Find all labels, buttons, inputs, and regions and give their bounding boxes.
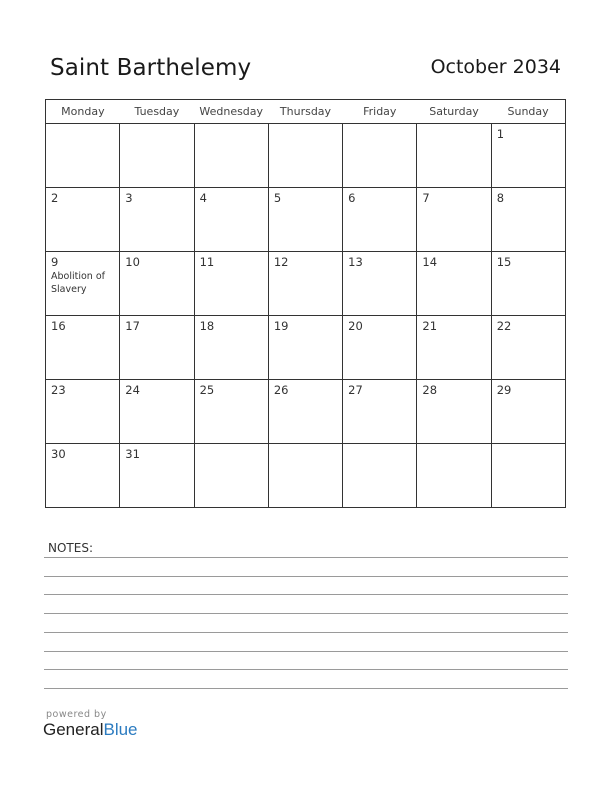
day-cell bbox=[120, 380, 194, 444]
day-number: 3 bbox=[125, 191, 133, 205]
day-number: 12 bbox=[273, 255, 289, 269]
day-number: 5 bbox=[273, 191, 282, 205]
day-number: 6 bbox=[348, 191, 356, 205]
day-cell bbox=[417, 444, 491, 508]
day-number bbox=[417, 124, 490, 128]
day-cell bbox=[120, 188, 194, 252]
brand-blue-text: Blue bbox=[103, 720, 138, 739]
generalblue-logo[interactable] bbox=[43, 720, 138, 740]
week-row-4 bbox=[46, 316, 566, 380]
day-number: 9 bbox=[51, 255, 59, 269]
day-cell bbox=[491, 316, 565, 380]
day-number: 19 bbox=[273, 319, 289, 333]
day-cell bbox=[120, 316, 194, 380]
brand-general-text: General bbox=[43, 720, 104, 739]
day-cell bbox=[417, 380, 491, 444]
notes-line bbox=[44, 632, 568, 633]
day-cell bbox=[417, 124, 491, 188]
day-number bbox=[120, 124, 193, 128]
holiday-label: Abolition of Slavery bbox=[51, 271, 105, 295]
day-cell bbox=[46, 124, 120, 188]
day-number bbox=[195, 444, 268, 448]
day-number bbox=[269, 124, 342, 128]
day-number: 23 bbox=[51, 383, 66, 397]
day-cell bbox=[343, 444, 417, 508]
day-number: 18 bbox=[199, 319, 215, 333]
day-number: 2 bbox=[51, 191, 59, 205]
day-cell bbox=[268, 124, 342, 188]
weekday-saturday: Saturday bbox=[417, 100, 491, 124]
day-cell bbox=[491, 444, 565, 508]
day-number: 11 bbox=[199, 255, 215, 269]
day-number: 26 bbox=[273, 383, 289, 397]
weekday-thursday: Thursday bbox=[268, 100, 342, 124]
day-cell bbox=[46, 188, 120, 252]
weekday-sunday: Sunday bbox=[491, 100, 565, 124]
weekday-tuesday: Tuesday bbox=[120, 100, 194, 124]
notes-line bbox=[44, 613, 568, 614]
week-row-5 bbox=[46, 380, 566, 444]
day-cell bbox=[491, 252, 565, 316]
day-cell bbox=[417, 188, 491, 252]
day-number: 30 bbox=[51, 447, 66, 461]
day-cell bbox=[194, 188, 268, 252]
day-cell bbox=[343, 252, 417, 316]
day-number bbox=[269, 444, 342, 448]
day-cell bbox=[268, 188, 342, 252]
day-number: 22 bbox=[496, 319, 512, 333]
day-number: 31 bbox=[125, 447, 140, 461]
day-cell bbox=[268, 316, 342, 380]
day-cell bbox=[120, 124, 194, 188]
day-number bbox=[417, 444, 490, 448]
day-number bbox=[343, 444, 416, 448]
day-number: 21 bbox=[422, 319, 438, 333]
notes-line bbox=[44, 688, 568, 689]
day-cell bbox=[120, 252, 194, 316]
day-number: 25 bbox=[199, 383, 215, 397]
day-cell bbox=[194, 380, 268, 444]
day-cell bbox=[343, 380, 417, 444]
notes-line bbox=[44, 669, 568, 670]
week-row-1 bbox=[46, 124, 566, 188]
day-cell bbox=[491, 124, 565, 188]
day-cell bbox=[268, 252, 342, 316]
day-cell bbox=[417, 252, 491, 316]
day-cell bbox=[194, 252, 268, 316]
week-row-3 bbox=[46, 252, 566, 316]
day-cell bbox=[491, 188, 565, 252]
day-number bbox=[343, 124, 416, 128]
day-number: 27 bbox=[348, 383, 363, 397]
day-number: 13 bbox=[348, 255, 363, 269]
day-number bbox=[46, 124, 119, 128]
day-cell bbox=[46, 316, 120, 380]
notes-line bbox=[44, 651, 568, 652]
day-number: 20 bbox=[348, 319, 363, 333]
notes-line bbox=[44, 594, 568, 595]
notes-line bbox=[44, 576, 568, 577]
calendar-month-title: October 2034 bbox=[430, 56, 561, 78]
powered-by-text: powered by bbox=[46, 709, 107, 720]
day-number: 16 bbox=[51, 319, 66, 333]
calendar-grid bbox=[45, 99, 566, 508]
day-number: 14 bbox=[422, 255, 438, 269]
calendar-country-title: Saint Barthelemy bbox=[50, 55, 252, 81]
day-cell bbox=[268, 444, 342, 508]
day-number: 7 bbox=[422, 191, 430, 205]
weekday-friday: Friday bbox=[343, 100, 417, 124]
weekday-header-row bbox=[46, 100, 566, 124]
day-cell bbox=[417, 316, 491, 380]
day-number: 15 bbox=[496, 255, 512, 269]
day-cell bbox=[194, 444, 268, 508]
week-row-6 bbox=[46, 444, 566, 508]
weekday-wednesday: Wednesday bbox=[194, 100, 268, 124]
day-cell bbox=[120, 444, 194, 508]
day-cell bbox=[46, 252, 120, 316]
day-cell bbox=[343, 124, 417, 188]
day-number: 4 bbox=[199, 191, 207, 205]
weekday-monday: Monday bbox=[46, 100, 120, 124]
day-cell bbox=[46, 444, 120, 508]
day-number: 17 bbox=[125, 319, 140, 333]
day-number: 10 bbox=[125, 255, 140, 269]
day-cell bbox=[194, 316, 268, 380]
day-cell bbox=[194, 124, 268, 188]
day-number: 24 bbox=[125, 383, 140, 397]
day-cell bbox=[343, 188, 417, 252]
week-row-2 bbox=[46, 188, 566, 252]
notes-label: NOTES: bbox=[48, 541, 93, 555]
day-number: 28 bbox=[422, 383, 438, 397]
day-cell bbox=[268, 380, 342, 444]
day-number bbox=[195, 124, 268, 128]
day-number: 1 bbox=[496, 127, 505, 141]
day-number: 29 bbox=[496, 383, 512, 397]
day-number bbox=[492, 444, 565, 448]
day-number: 8 bbox=[496, 191, 505, 205]
day-cell bbox=[343, 316, 417, 380]
day-cell bbox=[46, 380, 120, 444]
day-cell bbox=[491, 380, 565, 444]
notes-line bbox=[44, 557, 568, 558]
